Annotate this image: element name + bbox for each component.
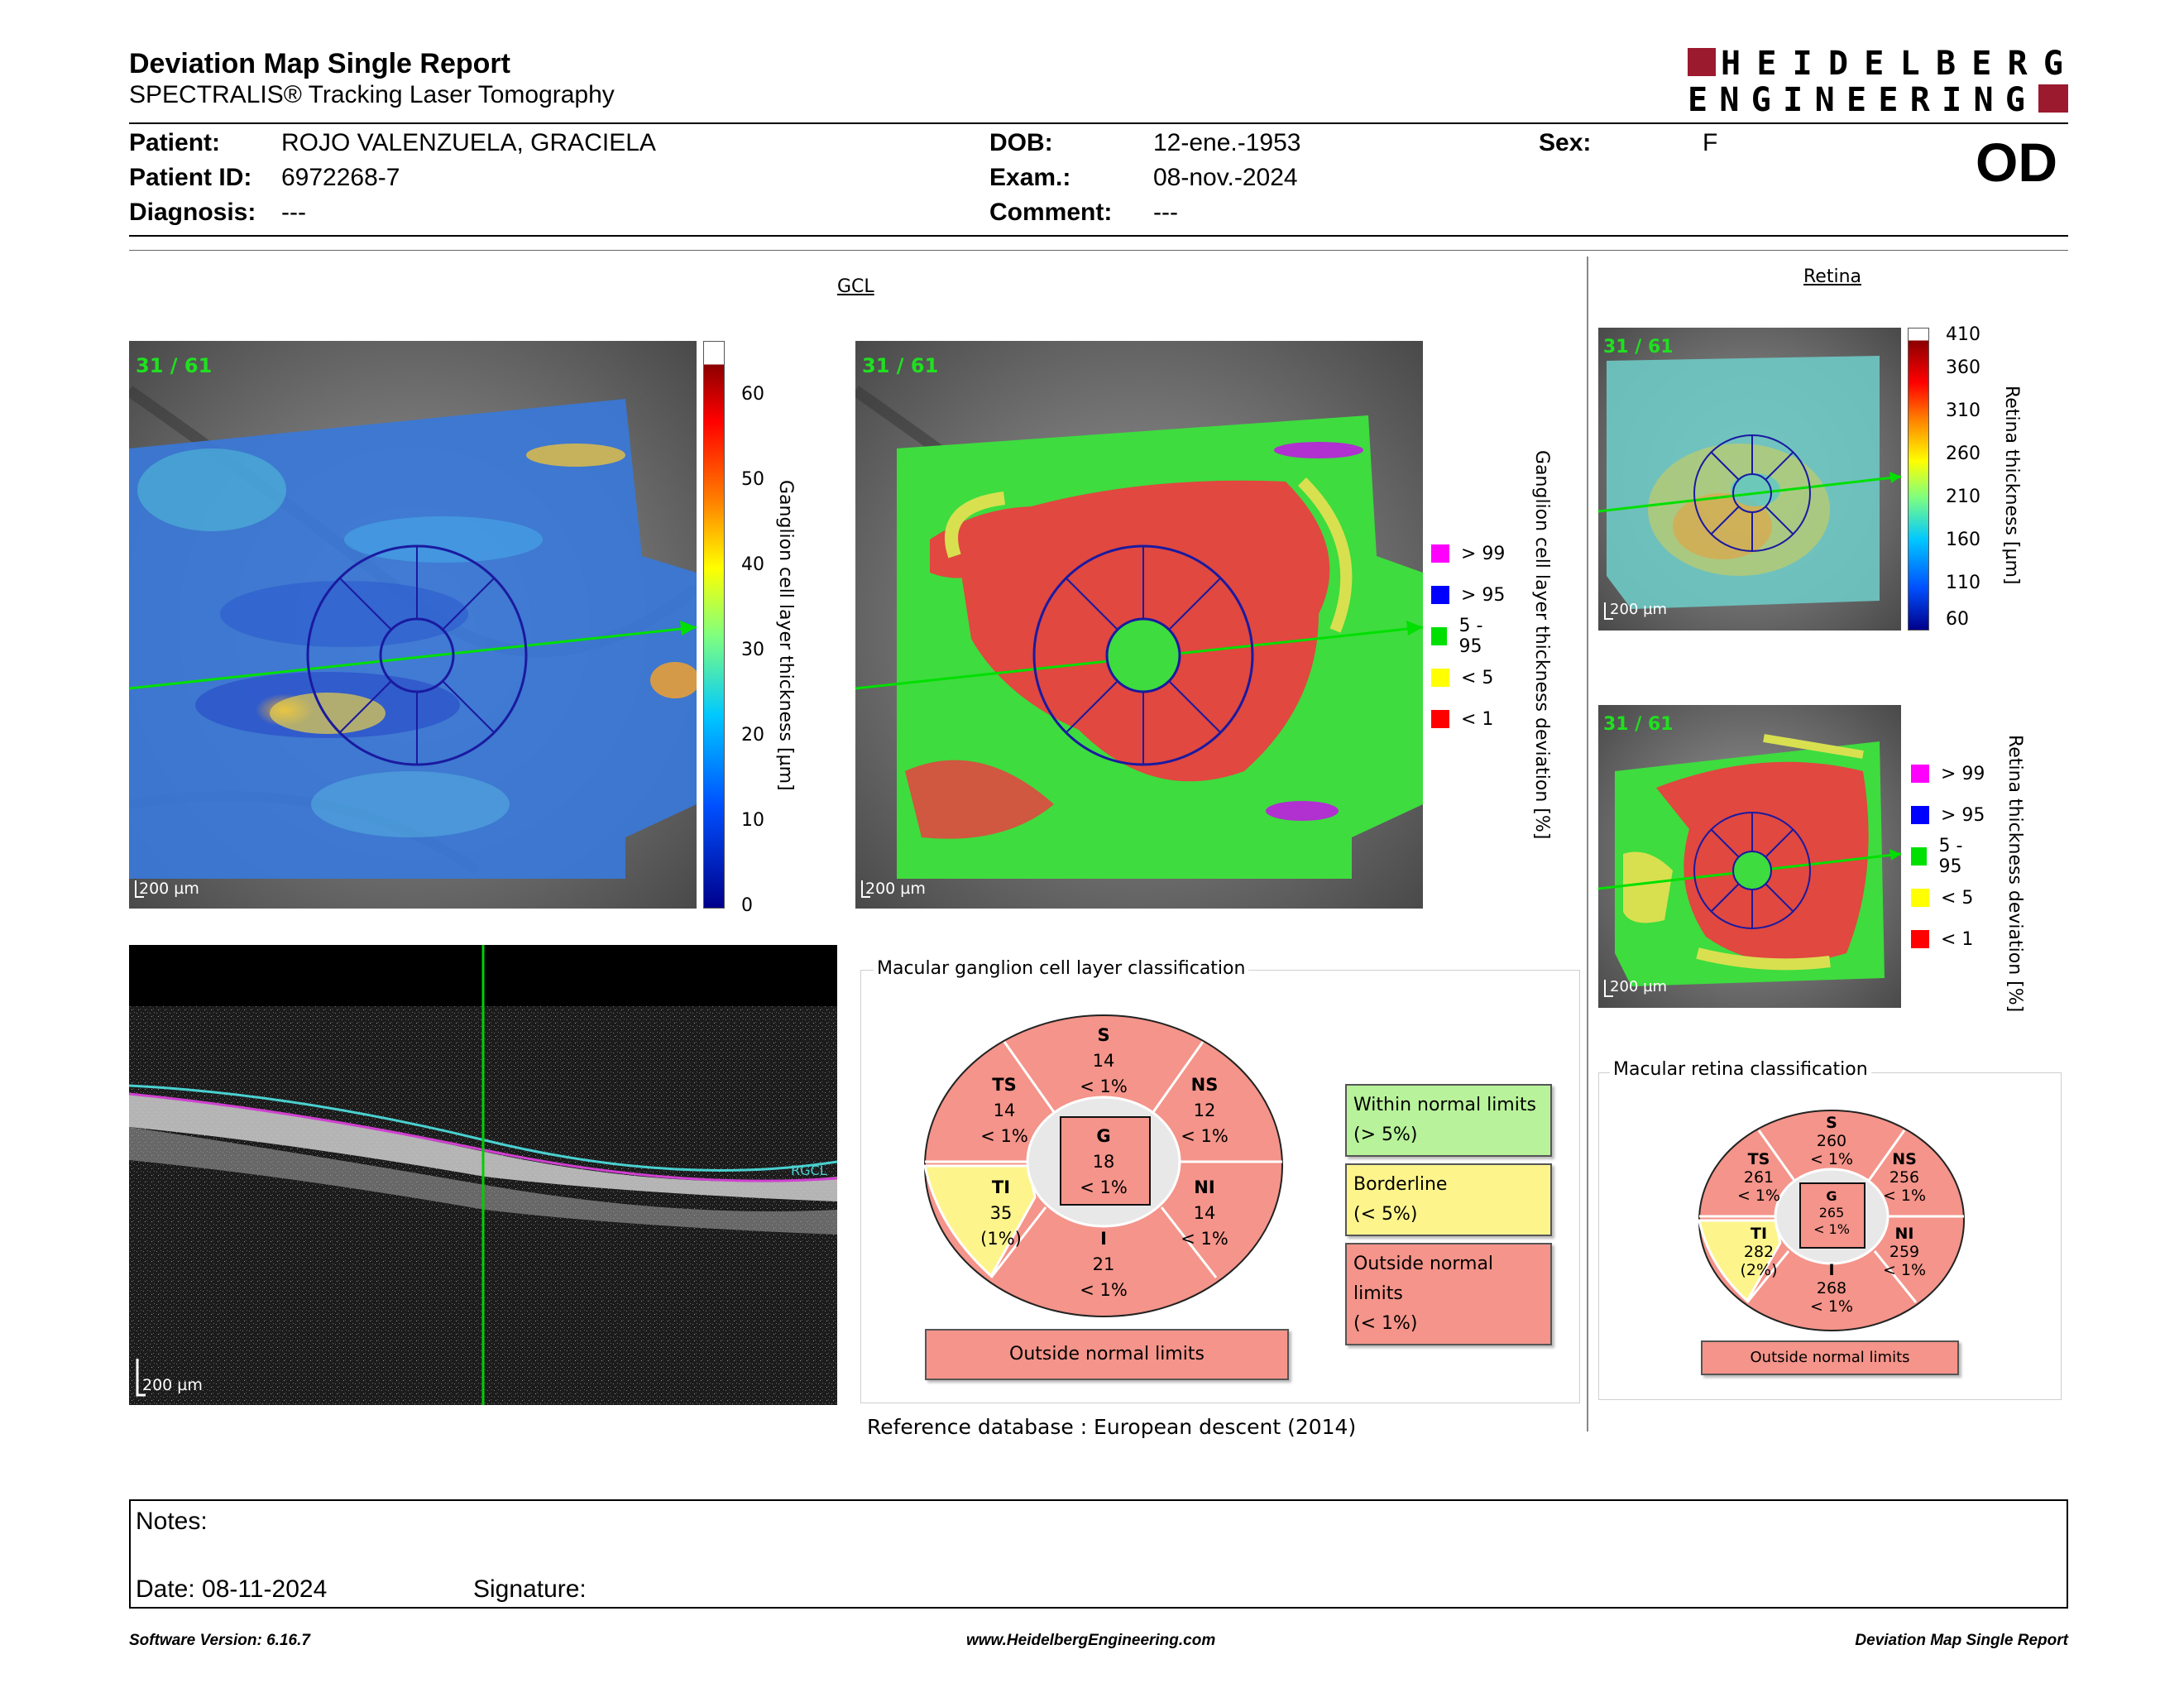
legend-swatch — [1431, 544, 1449, 563]
retina-thickness-axis-label: Retina thickness [µm] — [2001, 386, 2022, 585]
gcl-deviation-scale: 200 µm — [865, 880, 926, 898]
legend-swatch — [1911, 930, 1929, 948]
retina-sector-ns: NS 256 < 1% — [1882, 1150, 1927, 1205]
retina-legend-item: < 1 — [1911, 918, 1985, 960]
bscan-layer-tag: RGCL — [791, 1163, 827, 1178]
retina-map-scale: 200 µm — [1610, 601, 1668, 618]
report-title: Deviation Map Single Report — [129, 48, 510, 79]
gcl-deviation-axis-label: Ganglion cell layer thickness deviation [%] — [1531, 450, 1552, 840]
gcl-sector-ni: NI 14 < 1% — [1181, 1177, 1228, 1249]
dob-label: DOB: — [989, 129, 1053, 156]
legend-swatch — [1431, 710, 1449, 728]
gcl-sector-g: G 18 < 1% — [1080, 1126, 1128, 1197]
bscan-scale: 200 µm — [142, 1376, 203, 1394]
gcl-sector-ns: NS 12 < 1% — [1181, 1075, 1228, 1146]
retina-deviation-scale: 200 µm — [1610, 978, 1668, 995]
retina-sector-values — [1698, 1109, 1966, 1332]
notes-box[interactable] — [129, 1499, 2068, 1609]
retina-legend-item: < 5 — [1911, 877, 1985, 918]
gcl-legend-item: > 95 — [1431, 574, 1506, 616]
retina-colorbar-ticks: 410 360 310 260 210 160 110 60 — [1946, 324, 1980, 630]
retina-sector-g: G 265 < 1% — [1813, 1188, 1850, 1237]
logo-line-2: ENGINEERING — [1688, 81, 2028, 116]
retina-thickness-map — [1598, 328, 1901, 631]
gcl-section-title: GCL — [837, 276, 874, 297]
heidelberg-logo — [1688, 46, 2068, 116]
gcl-thickness-axis-label: Ganglion cell layer thickness [µm] — [775, 480, 796, 791]
retina-sector-ni: NI 259 < 1% — [1882, 1225, 1927, 1279]
legend-swatch — [1431, 586, 1449, 604]
notes-label: Notes: — [136, 1508, 208, 1535]
gcl-deviation-legend — [1431, 533, 1506, 740]
retina-legend-item: > 95 — [1911, 794, 1985, 836]
gcl-map-scale: 200 µm — [139, 880, 199, 898]
patient-name: ROJO VALENZUELA, GRACIELA — [281, 129, 656, 156]
retina-section-title: Retina — [1803, 266, 1861, 287]
sex-label: Sex: — [1539, 129, 1592, 156]
retina-sector-ti: TI 282 (2%) — [1740, 1225, 1778, 1279]
retina-result-badge: Outside normal limits — [1701, 1340, 1959, 1375]
gcl-legend-item: < 5 — [1431, 657, 1506, 698]
patient-id: 6972268-7 — [281, 164, 400, 191]
retina-legend-item: > 99 — [1911, 753, 1985, 794]
gcl-sector-ts: TS 14 < 1% — [980, 1075, 1028, 1146]
gcl-colorbar-ticks: 60 50 40 30 20 10 0 — [741, 384, 764, 916]
legend-within-normal: Within normal limits (> 5%) — [1345, 1084, 1552, 1157]
gcl-result-badge: Outside normal limits — [925, 1329, 1289, 1380]
retina-sector-ts: TS 261 < 1% — [1736, 1150, 1781, 1205]
retina-legend-item: 5 - 95 — [1911, 836, 1985, 877]
reference-database: Reference database : European descent (2014) — [867, 1415, 1357, 1439]
comment-value: --- — [1153, 199, 1178, 226]
exam-label: Exam.: — [989, 164, 1071, 191]
retina-map-index: 31 / 61 — [1603, 337, 1674, 357]
header-divider-bottom — [129, 250, 2068, 251]
legend-borderline: Borderline (< 5%) — [1345, 1163, 1552, 1236]
diagnosis-value: --- — [281, 199, 306, 226]
gcl-legend-item: < 1 — [1431, 698, 1506, 740]
website-link[interactable]: www.HeidelbergEngineering.com — [966, 1632, 1216, 1649]
gcl-sector-s: S 14 < 1% — [1080, 1025, 1128, 1096]
gcl-deviation-index: 31 / 61 — [862, 354, 939, 377]
legend-swatch — [1431, 669, 1449, 687]
header-divider-mid — [129, 235, 2068, 237]
retina-sector-s: S 260 < 1% — [1809, 1114, 1854, 1168]
gcl-legend-item: > 99 — [1431, 533, 1506, 574]
gcl-legend-item: 5 - 95 — [1431, 616, 1506, 657]
exam-date: 08-nov.-2024 — [1153, 164, 1298, 191]
retina-thickness-colorbar — [1908, 328, 1929, 631]
legend-swatch — [1911, 765, 1929, 783]
legend-outside-normal: Outside normal limits (< 1%) — [1345, 1243, 1552, 1345]
retina-deviation-axis-label: Retina thickness deviation [%] — [2004, 735, 2025, 1013]
gcl-sector-ti: TI 35 (1%) — [980, 1177, 1022, 1249]
patient-label: Patient: — [129, 129, 221, 156]
gcl-deviation-map — [855, 341, 1423, 909]
software-version: Software Version: 6.16.7 — [129, 1632, 310, 1649]
retina-classification-title: Macular retina classification — [1610, 1059, 1871, 1080]
legend-swatch — [1911, 806, 1929, 824]
retina-deviation-legend — [1911, 753, 1985, 960]
section-divider — [1587, 257, 1588, 1431]
retina-sector-i: I 268 < 1% — [1809, 1261, 1854, 1316]
oct-bscan — [129, 945, 837, 1405]
header-divider-top — [129, 122, 2068, 124]
comment-label: Comment: — [989, 199, 1113, 226]
diagnosis-label: Diagnosis: — [129, 199, 256, 226]
legend-swatch — [1911, 847, 1927, 866]
gcl-sector-values — [922, 1013, 1286, 1319]
gcl-classification-title: Macular ganglion cell layer classification — [874, 958, 1248, 979]
eye-indicator: OD — [1976, 132, 2057, 193]
retina-deviation-map — [1598, 705, 1901, 1008]
logo-line-1: HEIDELBERG — [1721, 46, 2067, 83]
legend-swatch — [1911, 889, 1929, 907]
patient-id-label: Patient ID: — [129, 164, 252, 191]
retina-deviation-index: 31 / 61 — [1603, 714, 1674, 735]
footer-report-name: Deviation Map Single Report — [1855, 1632, 2068, 1649]
gcl-thickness-colorbar — [703, 341, 725, 909]
gcl-thickness-map — [129, 341, 697, 909]
dob-value: 12-ene.-1953 — [1153, 129, 1301, 156]
report-subtitle: SPECTRALIS® Tracking Laser Tomography — [129, 81, 615, 108]
signature-label: Signature: — [473, 1575, 587, 1603]
gcl-sector-i: I 21 < 1% — [1080, 1229, 1128, 1300]
sex-value: F — [1703, 129, 1718, 156]
gcl-map-index: 31 / 61 — [136, 354, 213, 377]
legend-swatch — [1431, 627, 1447, 645]
notes-date: Date: 08-11-2024 — [136, 1575, 328, 1603]
